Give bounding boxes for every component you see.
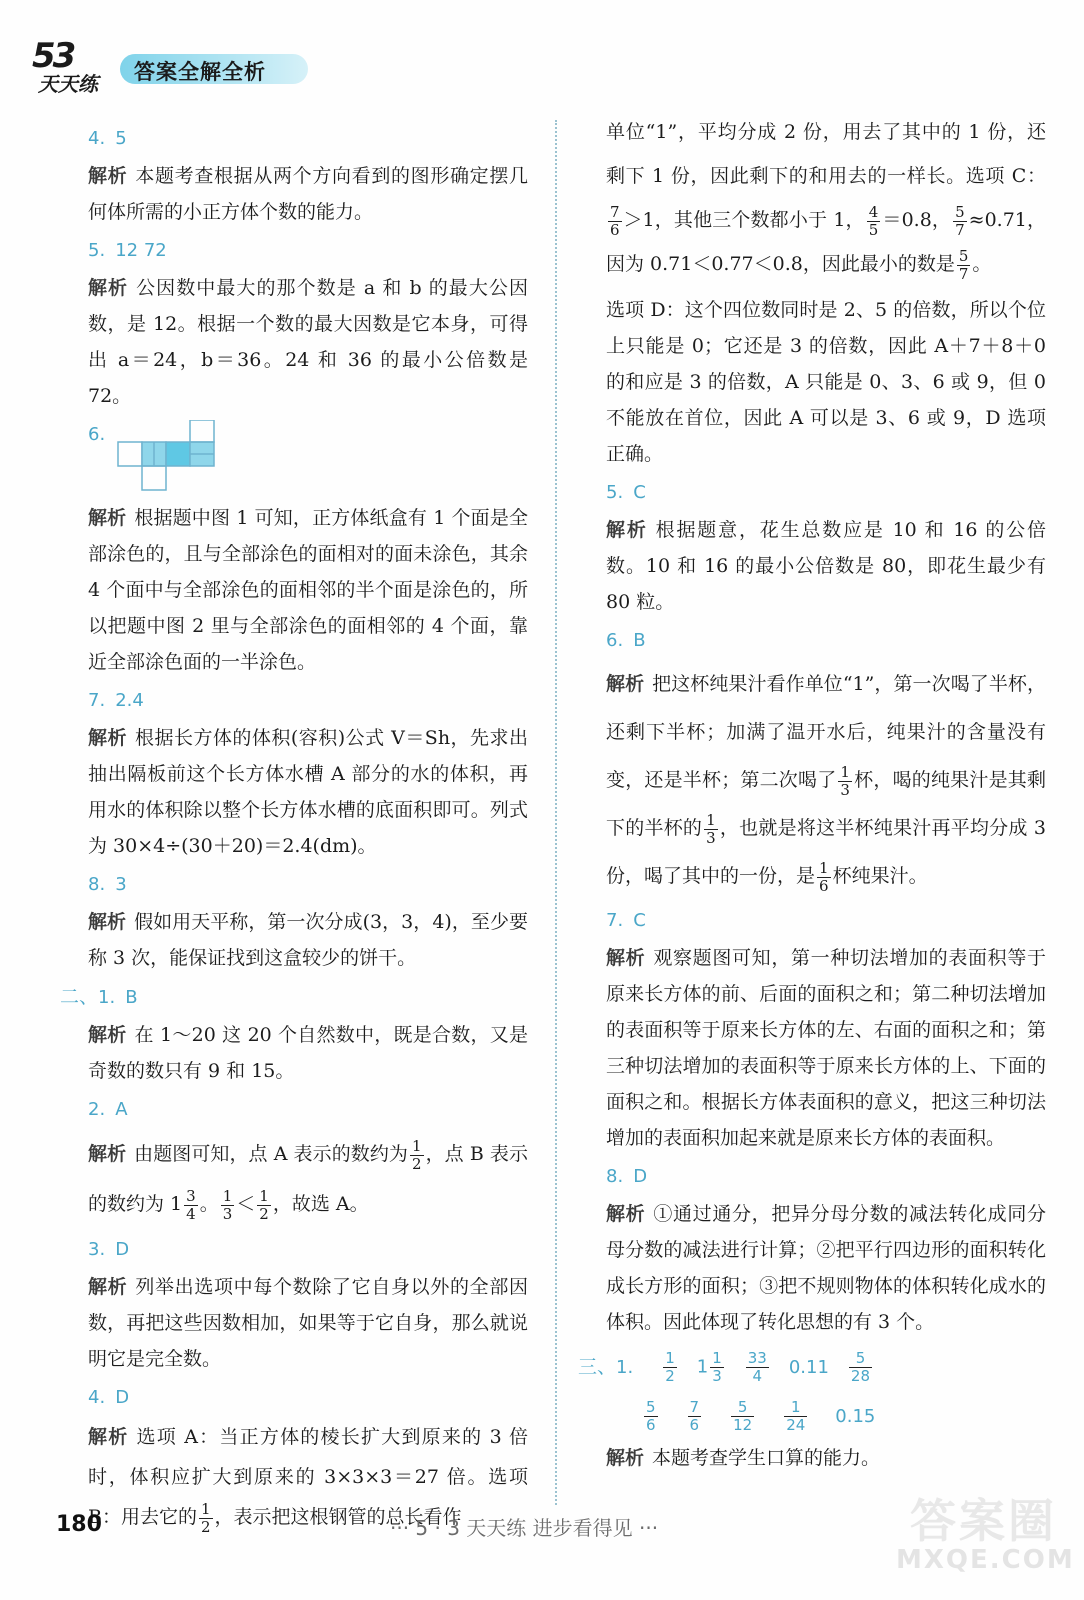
answer-s2-q3: 3. D <box>88 1239 130 1260</box>
answer-s2-q2: 2. A <box>88 1099 128 1120</box>
analysis-q7: 解析 根据长方体的体积(容积)公式 V＝Sh，先求出抽出隔板前这个长方体水槽 A 部分的水的体积，再用水的体积除以整个长方体水槽的底面积即可。列式为 30×4÷(30＋20)＝2.4(dm)。 <box>88 727 528 857</box>
section3-answers <box>578 1350 1046 1434</box>
analysis-q7-right: 解析 观察题图可知，第一种切法增加的表面积等于原来长方体的前、后面的面积之和；第二种切法增加的表面积等于原来长方体的左、右面的面积之和；第三种切法增加的表面积等于原来长方体的上、下面的面积之和。根据长方体表面积的意义，把这三种切法增加的表面积加起来就是原来长方体的表面积。 <box>606 947 1046 1149</box>
answer-mixed-number: 1 $\frac{1}{3}$ <box>696 1349 722 1385</box>
answer-fraction: $\frac{7}{6}$ <box>689 1398 700 1434</box>
fraction: $\frac{1}{2}$ <box>200 1499 211 1536</box>
analysis-s2-q4-continued: 单位“1”，平均分成 2 份，用去了其中的 1 份，还剩下 1 份，因此剩下的和用去的一样长。选项 C： $\frac{7}{6}$ ＞1，其他三个数都小于 1， $\frac{4}{5}$ ＝0.8， $\frac{5}{7}$ ≈0.71，因为 0.71＜0.77＜0.8，因此最小的数是 $\frac{5}{7}$ 。 <box>606 121 1047 283</box>
answer-decimal: 0.15 <box>835 1405 876 1427</box>
analysis-s2-q3: 解析 列举出选项中每个数除了它自身以外的全部因数，再把这些因数相加，如果等于它自身，那么就说明它是完全数。 <box>88 1276 528 1370</box>
fraction: $\frac{1}{2}$ <box>259 1186 269 1223</box>
fraction: $\frac{1}{3}$ <box>706 810 716 847</box>
answer-s2-q4: 4. D <box>88 1387 130 1408</box>
fraction: $\frac{5}{7}$ <box>955 202 965 239</box>
answer-q7-right: 7. C <box>606 910 646 931</box>
answer-q8-right: 8. D <box>606 1166 648 1187</box>
answer-q5: 5. 12 72 <box>88 240 167 261</box>
section-badge <box>120 54 308 84</box>
answer-fraction: $\frac{1}{24}$ <box>786 1398 806 1434</box>
analysis-q5: 解析 公因数中最大的那个数是 a 和 b 的最大公因数，是 12。根据一个数的最大因数是它本身，可得出 a＝24，b＝36。24 和 36 的最小公倍数是 72。 <box>88 277 528 407</box>
answer-q8: 8. 3 <box>88 874 127 895</box>
answer-q6: 6. <box>88 420 528 496</box>
fraction: $\frac{7}{6}$ <box>610 202 620 239</box>
column-divider <box>555 120 557 1505</box>
fraction: $\frac{3}{4}$ <box>186 1186 196 1223</box>
answer-fraction: $\frac{5}{28}$ <box>850 1349 871 1385</box>
answer-q6-right: 6. B <box>606 630 646 651</box>
fraction: $\frac{1}{3}$ <box>840 762 850 799</box>
cube-net-figure <box>116 420 216 492</box>
logo-number: 53 <box>32 36 74 76</box>
watermark <box>890 1485 1075 1585</box>
right-column <box>578 110 1047 1482</box>
fraction: $\frac{1}{6}$ <box>819 858 829 895</box>
analysis-q8: 解析 假如用天平称，第一次分成(3，3，4)，至少要称 3 次，能保证找到这盒较少的饼干。 <box>88 911 528 969</box>
analysis-q5-right: 解析 根据题意，花生总数应是 10 和 16 的公倍数。10 和 16 的最小公倍数是 80，即花生最少有 80 粒。 <box>606 519 1046 613</box>
answer-decimal: 0.11 <box>788 1356 829 1378</box>
answer-q7: 7. 2.4 <box>88 690 144 711</box>
answer-fraction: $\frac{5}{6}$ <box>646 1398 656 1434</box>
analysis-q6: 解析 根据题中图 1 可知，正方体纸盒有 1 个面是全部涂色的，且与全部涂色的面相对的面未涂色，其余 4 个面中与全部涂色的面相邻的半个面是涂色的，所以把题中图 2 里与全部涂色的面相邻的 4 个面，靠近全部涂色面的一半涂色。 <box>88 507 528 673</box>
badge-label: 答案全解全析 <box>134 60 266 84</box>
answer-q5-right: 5. C <box>606 482 646 503</box>
answer-fraction: $\frac{5}{12}$ <box>733 1398 753 1434</box>
analysis-s2-q4: 解析 选项 A：当正方体的棱长扩大到原来的 3 倍时，体积应扩大到原来的 3×3×3＝27 倍。选项 B：用去它的 $\frac{1}{2}$ ，表示把这根钢管的总长看作 <box>88 1426 528 1536</box>
section3-row2 <box>642 1399 1046 1434</box>
fraction: $\frac{4}{5}$ <box>868 202 879 239</box>
watermark-top: 答案圈 <box>910 1494 1057 1548</box>
analysis-q6-right: 解析 把这杯纯果汁看作单位“1”，第一次喝了半杯，还剩下半杯；加满了温开水后，纯果汁的含量没有变，还是半杯；第二次喝了 $\frac{1}{3}$ 杯，喝的纯果汁是其剩下的半杯的 $\frac{1}{3}$ ，也就是将这半杯纯果汁再平均分成 3 份，喝了其中的一份，是 $\frac{1}{6}$ 杯纯果汁。 <box>606 673 1046 895</box>
page-number: 180 <box>56 1512 102 1537</box>
fraction: $\frac{1}{2}$ <box>411 1136 422 1173</box>
analysis-section3: 解析 本题考查学生口算的能力。 <box>606 1447 881 1469</box>
brand-logo <box>24 34 132 96</box>
watermark-bottom: MXQE.COM <box>896 1545 1075 1575</box>
analysis-s2-q1: 解析 在 1～20 这 20 个自然数中，既是合数，又是奇数的数只有 9 和 15。 <box>88 1024 528 1082</box>
answer-s2-q1: 二、1. B <box>60 986 138 1008</box>
analysis-option-d: 选项 D：这个四位数同时是 2、5 的倍数，所以个位上只能是 0；它还是 3 的倍数，因此 A＋7＋8＋0 的和应是 3 的倍数，A 只能是 0、3、6 或 9，但 0 不能放在首位，因此 A 可以是 3、6 或 9，D 选项正确。 <box>606 299 1046 465</box>
answer-q4: 4. 5 <box>88 128 127 149</box>
analysis-s2-q2: 解析 由题图可知，点 A 表示的数约为 $\frac{1}{2}$ ，点 B 表示的数约为 1 $\frac{3}{4}$ 。 $\frac{1}{3}$ ＜ $\frac{1}{2}$ ，故选 A。 <box>88 1136 528 1223</box>
answer-fraction: $\frac{33}{4}$ <box>747 1349 767 1385</box>
logo-subtitle: 天天练 <box>38 72 98 96</box>
answer-fraction: $\frac{1}{2}$ <box>665 1349 675 1385</box>
footer-slogan: ··· 5 · 3 天天练 进步看得见 ··· <box>390 1516 659 1540</box>
analysis-q8-right: 解析 ①通过通分，把异分母分数的减法转化成同分母分数的减法进行计算；②把平行四边形的面积转化成长方形的面积；③把不规则物体的体积转化成水的体积。因此体现了转化思想的有 3 个。 <box>606 1203 1046 1333</box>
fraction: $\frac{1}{3}$ <box>222 1186 233 1223</box>
analysis-q4: 解析 本题考查根据从两个方向看到的图形确定摆几何体所需的小正方体个数的能力。 <box>88 165 528 223</box>
section3-row1: 三、1. $\frac{1}{2}$ 1 $\frac{1}{3}$ $\frac{33}{4}$ 0.11 $\frac{5}{28}$ <box>578 1349 871 1385</box>
fraction: $\frac{5}{7}$ <box>958 246 969 283</box>
